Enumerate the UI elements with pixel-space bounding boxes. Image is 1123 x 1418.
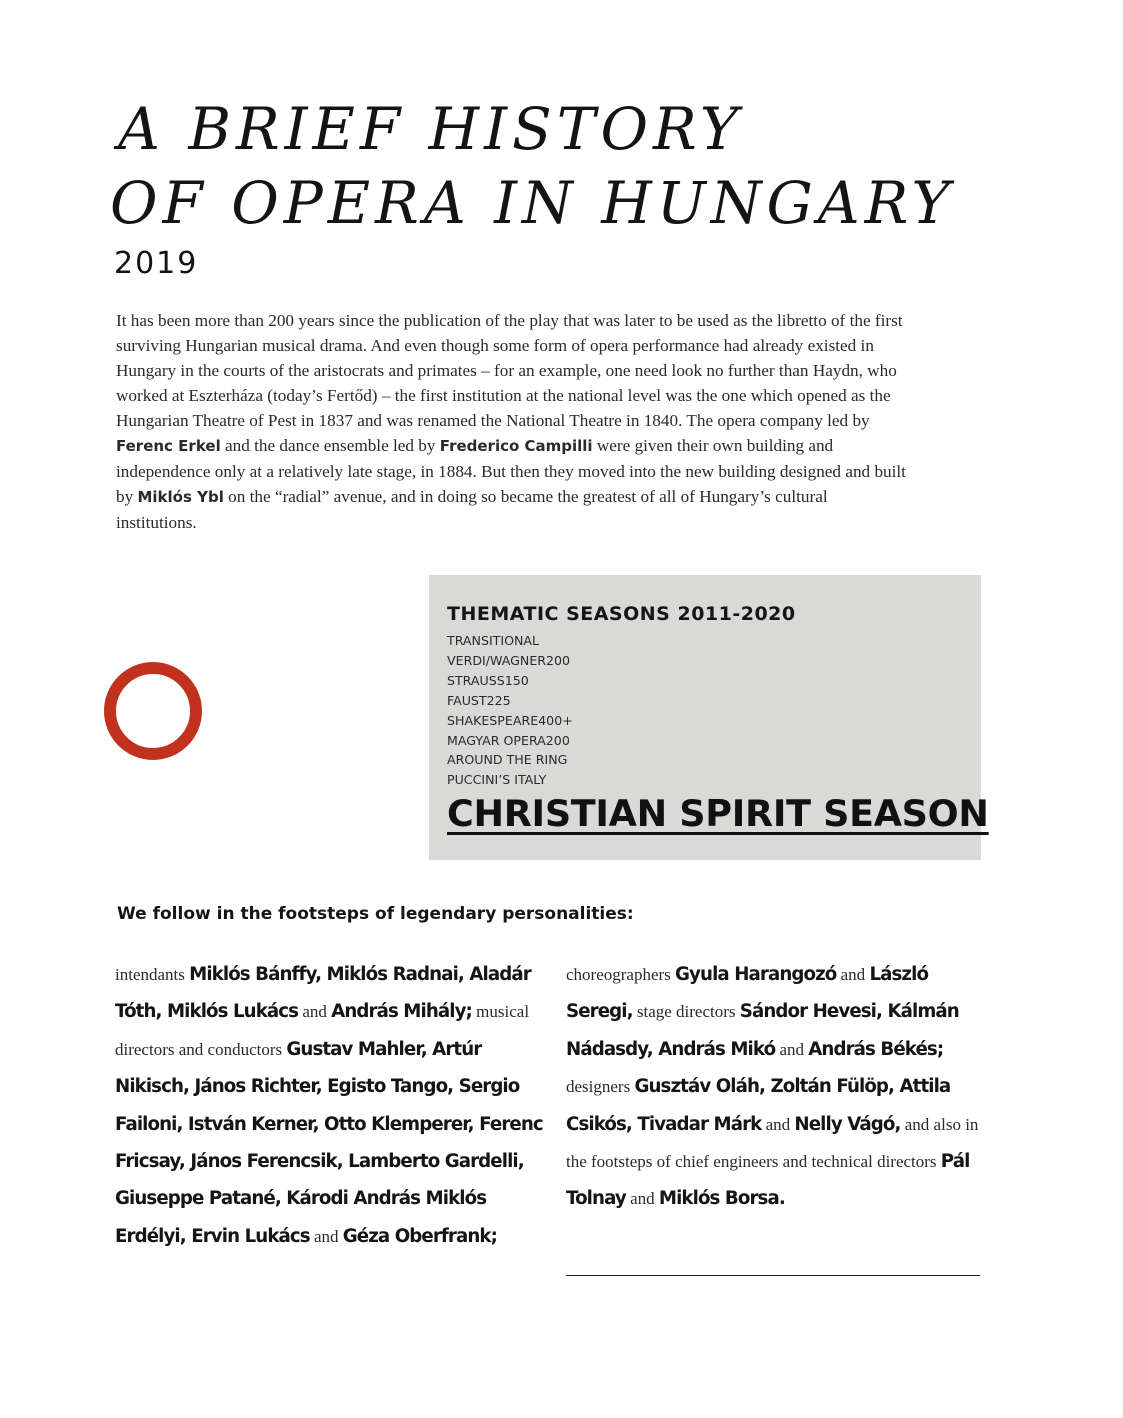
person-names: Miklós Bánffy, Miklós Radnai, Aladár Tóth, Miklós Lukács (115, 964, 531, 1023)
person-names: Miklós Borsa. (658, 1188, 785, 1210)
season-item: SHAKESPEARE400+ (447, 712, 573, 728)
person-names: András Mihály; (331, 1001, 472, 1023)
role-text: stage directors (632, 1002, 740, 1022)
thematic-seasons-box (429, 575, 989, 860)
season-item: MAGYAR OPERA200 (447, 732, 570, 748)
role-text: and (309, 1226, 343, 1246)
season-item: STRAUSS150 (447, 672, 529, 688)
divider-rule (566, 1275, 980, 1276)
intro-paragraph (116, 308, 906, 535)
role-text: and (761, 1114, 795, 1134)
intro-text: were given their own building and independence only at a relatively late stage, in 1884. But then they moved into the new building designed and built by (116, 436, 906, 506)
title-line-1: A BRIEF HISTORY (118, 95, 744, 163)
personalities-right-column (566, 956, 986, 1218)
role-text: and (625, 1189, 659, 1209)
role-text: and also in the footsteps of chief engineers and technical directors (566, 1114, 979, 1172)
person-names: László Seregi, (566, 964, 929, 1023)
person-names: András Békés; (808, 1038, 944, 1060)
intro-name: Miklós Ybl (137, 488, 224, 506)
title-line-2: OF OPERA IN HUNGARY (110, 169, 955, 237)
intro-text: and the dance ensemble led by (220, 436, 440, 455)
person-names: Géza Oberfrank; (342, 1225, 497, 1247)
role-text: and (775, 1039, 809, 1059)
person-names: Gyula Harangozó (675, 964, 837, 985)
person-names: Nelly Vágó, (794, 1113, 901, 1135)
intro-text: on the “radial” avenue, and in doing so became the greatest of all of Hungary’s cultural institutions. (116, 487, 828, 532)
seasons-heading: THEMATIC SEASONS 2011-2020 (447, 603, 796, 625)
season-item: FAUST225 (447, 692, 511, 708)
role-text: and (298, 1002, 332, 1022)
person-names: Gustav Mahler, Artúr Nikisch, János Richter, Egisto Tango, Sergio Failoni, István Kerner, Otto Klemperer, Ferenc Fricsay, János Ferencsik, Lamberto Gardelli, Giuseppe Patané, Károdi András Miklós Erdélyi, Ervin Lukács (115, 1038, 543, 1247)
seasons-list (447, 631, 981, 790)
decorative-ring (104, 662, 202, 760)
season-item: VERDI/WAGNER200 (447, 652, 571, 668)
role-text: and (836, 965, 870, 984)
role-text: musical directors and conductors (115, 1002, 530, 1059)
intro-name: Ferenc Erkel (116, 437, 221, 455)
current-season-title: CHRISTIAN SPIRIT SEASON (447, 792, 989, 836)
intro-name: Frederico Campilli (439, 437, 593, 455)
intro-text: It has been more than 200 years since the publication of the play that was later to be used as the libretto of the first surviving Hungarian musical drama. And even though some form of opera performance had already existed in Hungary in the courts of the aristocrats and primates – for an example, one need look no further than Haydn, who worked at Eszterháza (today’s Fertőd) – the first institution at the national level was the one which opened as the Hungarian Theatre of Pest in 1837 and was renamed the National Theatre in 1840. The opera company led by (116, 311, 903, 430)
season-item: TRANSITIONAL (447, 633, 540, 648)
person-names: Pál Tolnay (566, 1151, 970, 1210)
personalities-heading: We follow in the footsteps of legendary personalities: (117, 904, 634, 924)
season-item: AROUND THE RING (447, 752, 568, 768)
season-item: PUCCINI’S ITALY (447, 772, 547, 788)
personalities-left-column (115, 956, 555, 1255)
year-label: 2019 (114, 246, 199, 281)
page-title (110, 92, 955, 240)
role-text: intendants (115, 965, 190, 984)
person-names: Sándor Hevesi, Kálmán Nádasdy, András Mikó (566, 1001, 959, 1060)
role-text: designers (566, 1077, 635, 1097)
person-names: Gusztáv Oláh, Zoltán Fülöp, Attila Csikós, Tivadar Márk (566, 1076, 951, 1135)
role-text: choreographers (566, 965, 676, 984)
